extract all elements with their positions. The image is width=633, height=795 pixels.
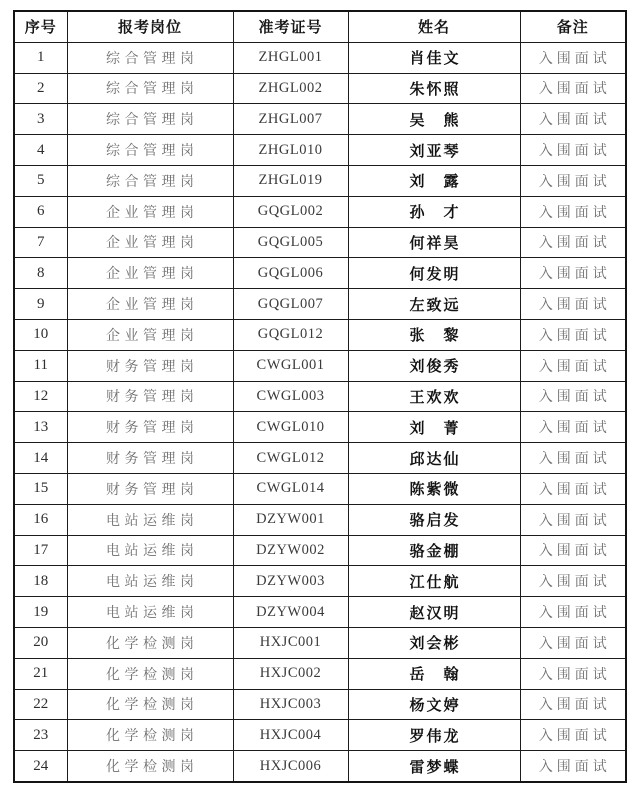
cell-position: 综合管理岗: [67, 135, 233, 166]
cell-remark: 入围面试: [520, 473, 626, 504]
cell-ticket-number: GQGL006: [233, 258, 348, 289]
cell-ticket-number: ZHGL001: [233, 42, 348, 73]
table-row: [14, 258, 626, 289]
table-row: [14, 319, 626, 350]
cell-position: 综合管理岗: [67, 42, 233, 73]
cell-candidate-name: 刘俊秀: [348, 350, 520, 381]
table-row: [14, 42, 626, 73]
table-row: [14, 350, 626, 381]
cell-remark: 入围面试: [520, 319, 626, 350]
column-header-position: 报考岗位: [67, 11, 233, 42]
cell-ticket-number: DZYW003: [233, 566, 348, 597]
cell-position: 化学检测岗: [67, 720, 233, 751]
cell-remark: 入围面试: [520, 504, 626, 535]
table-row: [14, 412, 626, 443]
cell-candidate-name: 骆启发: [348, 504, 520, 535]
cell-position: 综合管理岗: [67, 104, 233, 135]
column-header-serial: 序号: [14, 11, 67, 42]
cell-remark: 入围面试: [520, 350, 626, 381]
cell-serial-number: 23: [14, 720, 67, 751]
cell-serial-number: 14: [14, 443, 67, 474]
cell-ticket-number: HXJC003: [233, 689, 348, 720]
cell-ticket-number: GQGL007: [233, 289, 348, 320]
cell-position: 化学检测岗: [67, 689, 233, 720]
cell-serial-number: 3: [14, 104, 67, 135]
table-row: [14, 289, 626, 320]
column-header-remark: 备注: [520, 11, 626, 42]
cell-position: 企业管理岗: [67, 319, 233, 350]
cell-serial-number: 12: [14, 381, 67, 412]
column-header-ticket: 准考证号: [233, 11, 348, 42]
cell-remark: 入围面试: [520, 258, 626, 289]
cell-serial-number: 1: [14, 42, 67, 73]
table-row: [14, 535, 626, 566]
cell-position: 财务管理岗: [67, 350, 233, 381]
table-row: [14, 627, 626, 658]
cell-candidate-name: 刘会彬: [348, 627, 520, 658]
cell-remark: 入围面试: [520, 73, 626, 104]
column-header-name: 姓名: [348, 11, 520, 42]
table-body: [14, 42, 626, 782]
cell-ticket-number: HXJC002: [233, 658, 348, 689]
cell-serial-number: 15: [14, 473, 67, 504]
cell-remark: 入围面试: [520, 289, 626, 320]
cell-candidate-name: 邱达仙: [348, 443, 520, 474]
cell-candidate-name: 左致远: [348, 289, 520, 320]
cell-serial-number: 13: [14, 412, 67, 443]
table-row: [14, 720, 626, 751]
cell-candidate-name: 何祥昊: [348, 227, 520, 258]
cell-remark: 入围面试: [520, 627, 626, 658]
cell-candidate-name: 朱怀照: [348, 73, 520, 104]
cell-position: 财务管理岗: [67, 443, 233, 474]
cell-serial-number: 11: [14, 350, 67, 381]
cell-serial-number: 4: [14, 135, 67, 166]
table-row: [14, 104, 626, 135]
cell-position: 综合管理岗: [67, 73, 233, 104]
cell-candidate-name: 王欢欢: [348, 381, 520, 412]
cell-position: 企业管理岗: [67, 258, 233, 289]
cell-serial-number: 21: [14, 658, 67, 689]
cell-candidate-name: 骆金棚: [348, 535, 520, 566]
cell-candidate-name: 罗伟龙: [348, 720, 520, 751]
cell-ticket-number: HXJC004: [233, 720, 348, 751]
cell-candidate-name: 刘 露: [348, 165, 520, 196]
cell-ticket-number: GQGL005: [233, 227, 348, 258]
table-row: [14, 751, 626, 782]
cell-remark: 入围面试: [520, 42, 626, 73]
cell-ticket-number: GQGL002: [233, 196, 348, 227]
table-row: [14, 658, 626, 689]
cell-ticket-number: GQGL012: [233, 319, 348, 350]
cell-remark: 入围面试: [520, 412, 626, 443]
table-row: [14, 689, 626, 720]
cell-ticket-number: CWGL001: [233, 350, 348, 381]
cell-remark: 入围面试: [520, 720, 626, 751]
cell-candidate-name: 岳 翰: [348, 658, 520, 689]
cell-candidate-name: 何发明: [348, 258, 520, 289]
table-row: [14, 381, 626, 412]
cell-ticket-number: DZYW002: [233, 535, 348, 566]
table-row: [14, 566, 626, 597]
cell-serial-number: 5: [14, 165, 67, 196]
cell-remark: 入围面试: [520, 135, 626, 166]
cell-ticket-number: ZHGL010: [233, 135, 348, 166]
cell-candidate-name: 孙 才: [348, 196, 520, 227]
cell-position: 电站运维岗: [67, 566, 233, 597]
candidate-results-table: [13, 10, 627, 783]
cell-ticket-number: ZHGL019: [233, 165, 348, 196]
document-page: [13, 10, 627, 783]
cell-position: 财务管理岗: [67, 412, 233, 443]
table-row: [14, 135, 626, 166]
cell-serial-number: 6: [14, 196, 67, 227]
cell-candidate-name: 张 黎: [348, 319, 520, 350]
cell-candidate-name: 江仕航: [348, 566, 520, 597]
cell-remark: 入围面试: [520, 196, 626, 227]
cell-ticket-number: CWGL012: [233, 443, 348, 474]
cell-remark: 入围面试: [520, 751, 626, 782]
table-row: [14, 443, 626, 474]
cell-position: 化学检测岗: [67, 627, 233, 658]
cell-remark: 入围面试: [520, 165, 626, 196]
cell-serial-number: 17: [14, 535, 67, 566]
cell-ticket-number: ZHGL002: [233, 73, 348, 104]
table-row: [14, 165, 626, 196]
cell-remark: 入围面试: [520, 227, 626, 258]
cell-serial-number: 16: [14, 504, 67, 535]
cell-remark: 入围面试: [520, 566, 626, 597]
cell-position: 企业管理岗: [67, 196, 233, 227]
cell-remark: 入围面试: [520, 443, 626, 474]
cell-candidate-name: 赵汉明: [348, 597, 520, 628]
cell-ticket-number: DZYW001: [233, 504, 348, 535]
cell-remark: 入围面试: [520, 535, 626, 566]
cell-serial-number: 19: [14, 597, 67, 628]
cell-serial-number: 10: [14, 319, 67, 350]
cell-serial-number: 22: [14, 689, 67, 720]
cell-position: 综合管理岗: [67, 165, 233, 196]
cell-serial-number: 24: [14, 751, 67, 782]
cell-candidate-name: 肖佳文: [348, 42, 520, 73]
table-row: [14, 73, 626, 104]
cell-position: 电站运维岗: [67, 504, 233, 535]
cell-position: 企业管理岗: [67, 289, 233, 320]
cell-candidate-name: 雷梦蝶: [348, 751, 520, 782]
cell-serial-number: 20: [14, 627, 67, 658]
table-row: [14, 597, 626, 628]
cell-position: 财务管理岗: [67, 381, 233, 412]
cell-position: 电站运维岗: [67, 597, 233, 628]
cell-ticket-number: DZYW004: [233, 597, 348, 628]
cell-serial-number: 8: [14, 258, 67, 289]
cell-position: 化学检测岗: [67, 751, 233, 782]
cell-ticket-number: CWGL010: [233, 412, 348, 443]
table-row: [14, 196, 626, 227]
cell-remark: 入围面试: [520, 104, 626, 135]
cell-serial-number: 2: [14, 73, 67, 104]
cell-candidate-name: 吴 熊: [348, 104, 520, 135]
cell-serial-number: 18: [14, 566, 67, 597]
cell-ticket-number: ZHGL007: [233, 104, 348, 135]
cell-candidate-name: 杨文婷: [348, 689, 520, 720]
cell-ticket-number: HXJC001: [233, 627, 348, 658]
cell-position: 财务管理岗: [67, 473, 233, 504]
cell-serial-number: 9: [14, 289, 67, 320]
cell-position: 化学检测岗: [67, 658, 233, 689]
table-header: [14, 11, 626, 42]
cell-serial-number: 7: [14, 227, 67, 258]
cell-candidate-name: 陈紫微: [348, 473, 520, 504]
cell-ticket-number: CWGL014: [233, 473, 348, 504]
cell-ticket-number: CWGL003: [233, 381, 348, 412]
cell-position: 电站运维岗: [67, 535, 233, 566]
cell-candidate-name: 刘 菁: [348, 412, 520, 443]
table-row: [14, 504, 626, 535]
cell-remark: 入围面试: [520, 597, 626, 628]
cell-ticket-number: HXJC006: [233, 751, 348, 782]
cell-position: 企业管理岗: [67, 227, 233, 258]
cell-candidate-name: 刘亚琴: [348, 135, 520, 166]
header-row: [14, 11, 626, 42]
table-row: [14, 227, 626, 258]
cell-remark: 入围面试: [520, 689, 626, 720]
cell-remark: 入围面试: [520, 381, 626, 412]
table-row: [14, 473, 626, 504]
cell-remark: 入围面试: [520, 658, 626, 689]
